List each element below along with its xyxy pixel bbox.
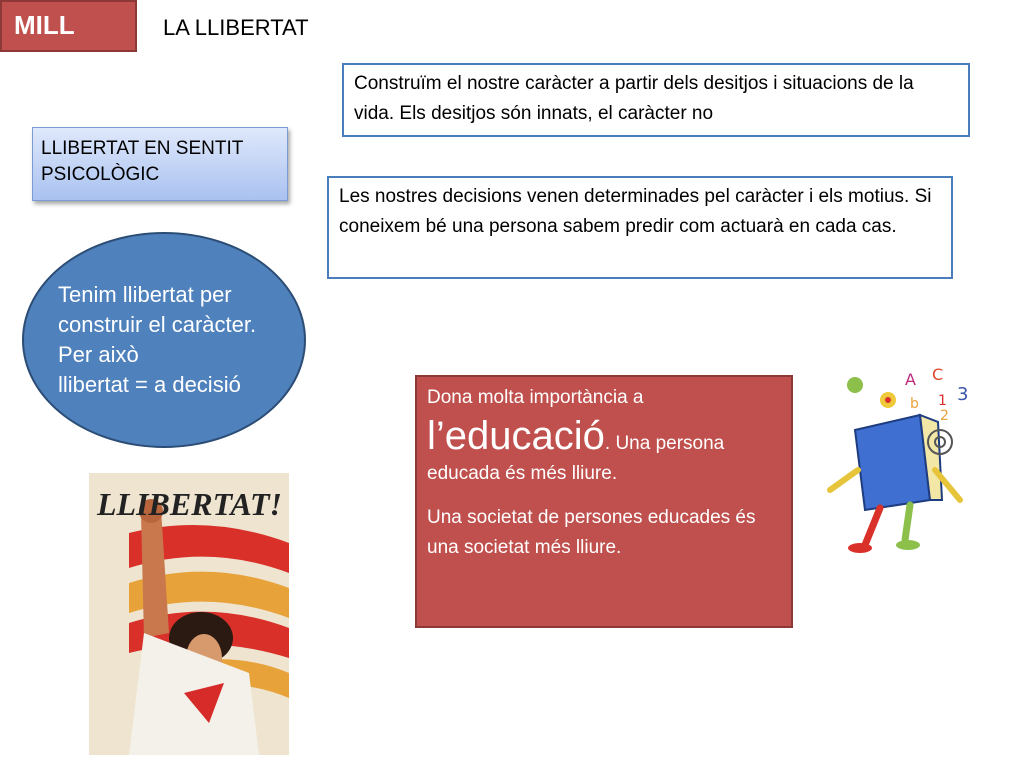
svg-text:C: C xyxy=(932,365,944,384)
education-paragraph xyxy=(427,383,781,489)
education-big-word: l’educació xyxy=(427,414,605,458)
education-box xyxy=(415,375,793,628)
svg-text:A: A xyxy=(905,370,916,389)
svg-text:3: 3 xyxy=(957,384,969,405)
slide-title: LA LLIBERTAT xyxy=(163,15,309,40)
svg-text:1: 1 xyxy=(938,393,947,409)
ellipse-line: Tenim llibertat per xyxy=(58,282,232,307)
ellipse-line: Per això xyxy=(58,342,139,367)
education-rest: . Una persona educada és més lliure. xyxy=(427,433,725,484)
ellipse-line: construir el caràcter. xyxy=(58,312,257,337)
ellipse-text xyxy=(58,280,308,400)
book-character-image xyxy=(810,360,980,555)
society-paragraph: Una societat de persones educades és una societat més lliure. xyxy=(427,507,756,558)
psychological-freedom-label: LLIBERTAT EN SENTIT PSICOLÒGIC xyxy=(32,127,288,201)
section-tag: MILL xyxy=(0,0,137,52)
character-text-box: Construïm el nostre caràcter a partir dels desitjos i situacions de la vida. Els desitjos són innats, el caràcter no xyxy=(342,63,970,137)
svg-text:2: 2 xyxy=(940,408,949,424)
education-intro: Dona molta importància a xyxy=(427,387,644,408)
ellipse-line: llibertat = a decisió xyxy=(58,372,241,397)
llibertat-poster-image xyxy=(89,473,289,755)
decisions-text-box: Les nostres decisions venen determinades pel caràcter i els motius. Si coneixem bé una persona sabem predir com actuarà en cada cas. xyxy=(327,176,953,279)
poster-text: LLIBERTAT! xyxy=(97,486,282,522)
svg-text:b: b xyxy=(910,396,919,412)
